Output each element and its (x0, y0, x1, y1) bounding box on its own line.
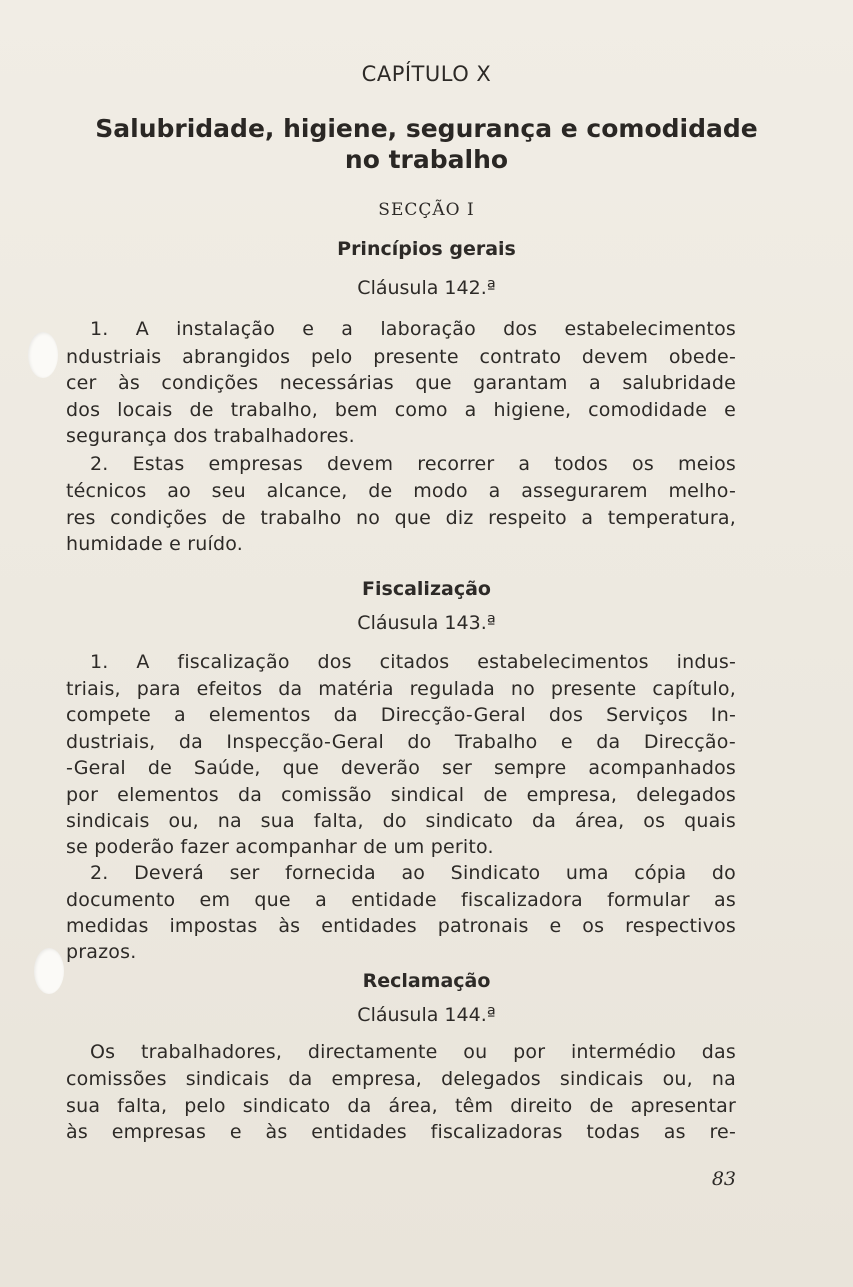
paragraph-line: se poderão fazer acompanhar de um perito. (66, 836, 494, 858)
paragraph-line: dos locais de trabalho, bem como a higiene, comodidade e (66, 399, 736, 421)
paragraph-line: compete a elementos da Direcção-Geral dos Serviços In- (66, 704, 736, 726)
paragraph-line: por elementos da comissão sindical de empresa, delegados (66, 784, 736, 806)
paragraph-line: medidas impostas às entidades patronais e os respectivos (66, 915, 736, 937)
chapter-title-line-2: no trabalho (344, 145, 509, 174)
paragraph-line: Os trabalhadores, directamente ou por intermédio das (90, 1041, 736, 1063)
paragraph-line: às empresas e às entidades fiscalizadoras todas as re- (66, 1121, 736, 1143)
punch-hole (28, 332, 58, 378)
paragraph-line: 1. A instalação e a laboração dos estabelecimentos (90, 318, 736, 340)
chapter-heading: CAPÍTULO X (361, 62, 492, 86)
paragraph-line: documento em que a entidade fiscalizadora formular as (66, 889, 736, 911)
clause-number: Cláusula 142.ª (357, 277, 496, 299)
paragraph-line: segurança dos trabalhadores. (66, 425, 355, 447)
clause-number: Cláusula 144.ª (357, 1004, 496, 1026)
subsection-heading: Reclamação (362, 970, 491, 992)
paragraph-line: dustriais, da Inspecção-Geral do Trabalho e da Direcção- (66, 731, 736, 753)
paragraph-line: sua falta, pelo sindicato da área, têm direito de apresentar (66, 1095, 736, 1117)
paragraph-line: 2. Deverá ser fornecida ao Sindicato uma cópia do (90, 862, 736, 884)
paragraph-line: triais, para efeitos da matéria regulada no presente capítulo, (66, 678, 736, 700)
paragraph-line: prazos. (66, 941, 137, 963)
section-heading: SECÇÃO I (378, 200, 475, 220)
page-number: 83 (711, 1168, 736, 1190)
paragraph-line: técnicos ao seu alcance, de modo a assegurarem melho- (66, 480, 736, 502)
paragraph-line: cer às condições necessárias que garantam a salubridade (66, 372, 736, 394)
paragraph-line: sindicais ou, na sua falta, do sindicato da área, os quais (66, 810, 736, 832)
paragraph-line: ndustriais abrangidos pelo presente contrato devem obede- (66, 346, 736, 368)
paragraph-line: 1. A fiscalização dos citados estabelecimentos indus- (90, 651, 736, 673)
subsection-heading: Princípios gerais (337, 238, 516, 260)
paragraph-line: humidade e ruído. (66, 533, 244, 555)
clause-number: Cláusula 143.ª (357, 612, 496, 634)
paragraph-line: res condições de trabalho no que diz respeito a temperatura, (66, 507, 736, 529)
chapter-title-line-1: Salubridade, higiene, segurança e comodidade (95, 114, 758, 143)
subsection-heading: Fiscalização (362, 578, 491, 600)
paragraph-line: comissões sindicais da empresa, delegados sindicais ou, na (66, 1068, 736, 1090)
paragraph-line: -Geral de Saúde, que deverão ser sempre acompanhados (66, 757, 736, 779)
paragraph-line: 2. Estas empresas devem recorrer a todos os meios (90, 453, 736, 475)
